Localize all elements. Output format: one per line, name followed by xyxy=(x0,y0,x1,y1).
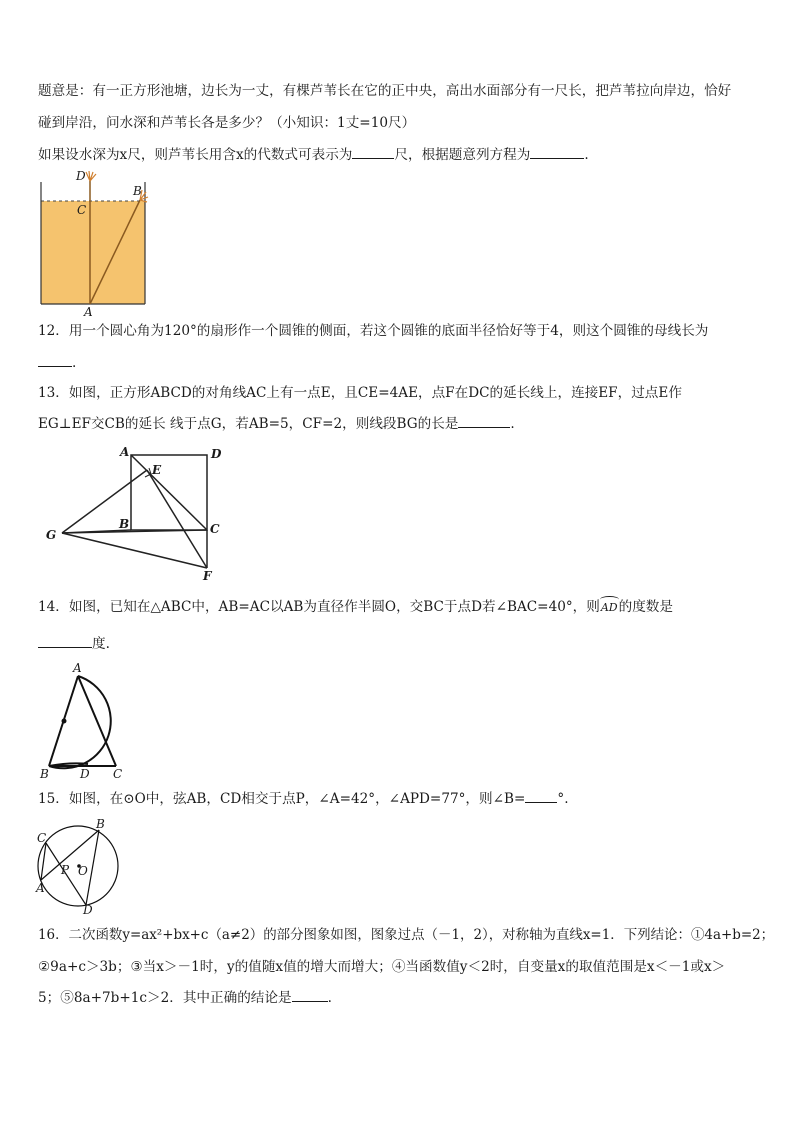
problem-16-text: 5；⑤8a+7b+1c＞2．其中正确的结论是 xyxy=(38,990,292,1006)
problem-14-text-end: 的度数是 xyxy=(618,599,673,615)
problem-12-end: . xyxy=(72,355,77,371)
segment-EF xyxy=(147,470,207,568)
label-D: D xyxy=(80,767,90,781)
label-C: C xyxy=(210,522,220,536)
label-E: E xyxy=(152,463,162,477)
problem-11-line-1: 题意是：有一正方形池塘，边长为一丈，有棵芦苇长在它的正中央，高出水面部分有一尺长，把芦苇拉向岸边，恰好 xyxy=(38,83,732,99)
problem-16-line-1: 16．二次函数y=ax²+bx+c（a≠2）的部分图象如图，图象过点（－1，2），对称轴为直线x=1．下列结论：①4a+b=2； xyxy=(38,927,775,943)
answer-blank[interactable] xyxy=(525,790,557,803)
label-D: D xyxy=(83,903,93,917)
semicircle-O xyxy=(49,676,111,768)
problem-12-line-1: 12．用一个圆心角为120°的扇形作一个圆锥的侧面，若这个圆锥的底面半径恰好等于4，则这个圆锥的母线长为 xyxy=(38,323,709,339)
problem-13-line-1: 13．如图，正方形ABCD的对角线AC上有一点E，且CE=4AE，点F在DC的延长线上，连接EF，过点E作 xyxy=(38,385,682,401)
pond-figure xyxy=(36,168,152,318)
label-C: C xyxy=(77,203,87,217)
problem-11-line-3 xyxy=(38,146,589,164)
label-B: B xyxy=(96,817,105,831)
label-P: P xyxy=(61,863,70,877)
label-B: B xyxy=(119,517,130,531)
reed-tuft-top xyxy=(86,171,96,181)
square-figure xyxy=(42,446,222,582)
problem-14-line-2 xyxy=(38,635,110,653)
problem-16-line-2: ②9a+c＞3b；③当x＞－1时，y的值随x值的增大而增大；④当函数值y＜2时，自变量x的取值范围是x＜－1或x＞ xyxy=(38,959,726,975)
segment-GF xyxy=(62,533,207,568)
problem-16-line-3 xyxy=(38,989,332,1007)
problem-13-line-2 xyxy=(38,415,515,433)
pond-water xyxy=(41,201,145,304)
problem-14-end: 度. xyxy=(92,636,110,652)
problem-14-line-1 xyxy=(38,598,673,617)
problem-12-line-2 xyxy=(38,354,76,372)
label-A: A xyxy=(120,445,130,459)
label-C: C xyxy=(37,831,47,845)
answer-blank[interactable] xyxy=(458,415,510,428)
label-G: G xyxy=(46,528,57,542)
segment-EG xyxy=(62,470,147,533)
problem-11-text-a: 如果设水深为x尺，则芦苇长用含x的代数式可表示为 xyxy=(38,147,353,163)
problem-11-text-c: . xyxy=(584,147,589,163)
problem-13-end: . xyxy=(510,416,515,432)
label-D: D xyxy=(211,447,222,461)
label-F: F xyxy=(203,569,212,583)
problem-15-text: 15．如图，在⊙O中，弦AB，CD相交于点P，∠A=42°，∠APD=77°，则∠B= xyxy=(38,791,526,807)
triangle-semicircle-figure xyxy=(36,660,136,782)
label-D: D xyxy=(76,169,86,183)
segment-BD xyxy=(86,830,99,905)
diagonal-AC xyxy=(131,455,207,530)
label-B: B xyxy=(40,767,49,781)
circle-chords-figure xyxy=(34,817,124,917)
answer-blank[interactable] xyxy=(352,146,394,159)
center-O xyxy=(62,719,67,724)
label-A: A xyxy=(84,305,93,319)
label-A: A xyxy=(36,881,45,895)
label-B: B xyxy=(133,184,142,198)
problem-14-text: 14．如图，已知在△ABC中，AB=AC以AB为直径作半圆O，交BC于点D若∠BAC=40°，则 xyxy=(38,599,600,615)
answer-blank[interactable] xyxy=(292,989,328,1002)
label-C: C xyxy=(113,767,123,781)
arc-AD: AD xyxy=(600,599,619,617)
problem-11-line-2: 碰到岸沿，问水深和芦苇长各是多少？（小知识：1丈=10尺） xyxy=(38,115,416,131)
problem-11-text-b: 尺，根据题意列方程为 xyxy=(394,147,531,163)
answer-blank[interactable] xyxy=(38,354,72,367)
problem-13-text: EG⊥EF交CB的延长 线于点G，若AB=5，CF=2，则线段BG的长是 xyxy=(38,416,459,432)
label-A: A xyxy=(73,661,82,675)
problem-15-end: °. xyxy=(557,791,569,807)
problem-16-end: . xyxy=(327,990,332,1006)
problem-15-line-1 xyxy=(38,790,569,808)
label-O: O xyxy=(78,864,88,878)
answer-blank[interactable] xyxy=(530,146,584,159)
answer-blank[interactable] xyxy=(38,635,92,648)
